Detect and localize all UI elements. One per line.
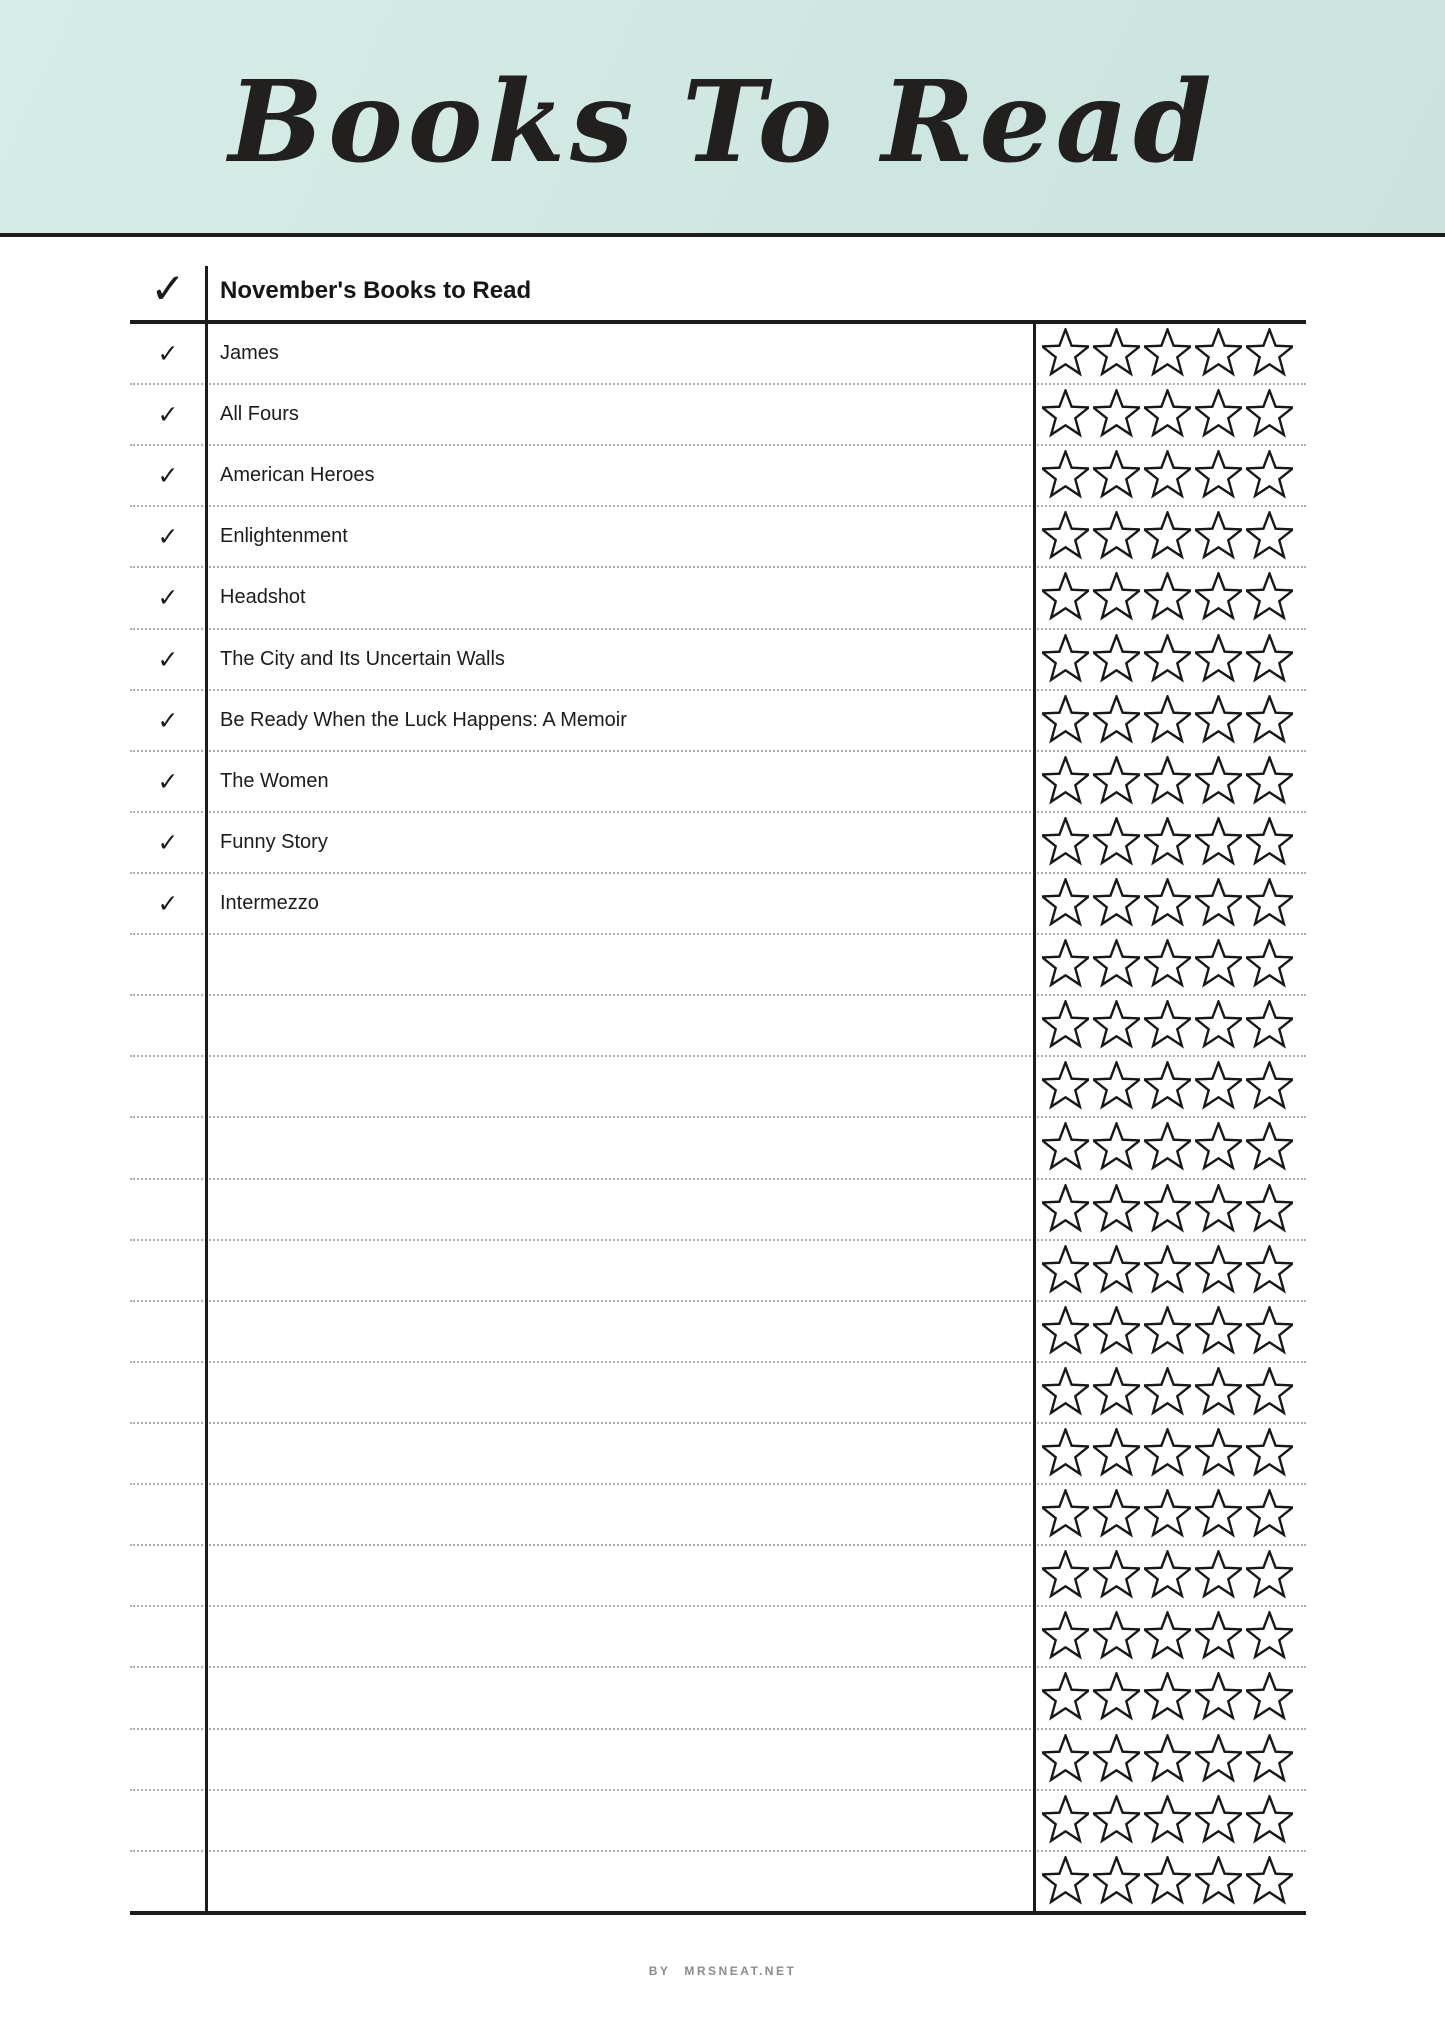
- star-outline-icon: [1042, 1367, 1089, 1418]
- rating-stars: [1033, 450, 1306, 501]
- star-outline-icon: [1195, 1611, 1242, 1662]
- star-outline-icon: [1144, 1122, 1191, 1173]
- footer-site: MRSNEAT.NET: [684, 1964, 797, 1978]
- star-outline-icon: [1246, 1367, 1293, 1418]
- row-checkmark-icon: ✓: [157, 583, 179, 613]
- row-checkmark-icon: ✓: [157, 522, 179, 552]
- rating-stars: [1033, 634, 1306, 685]
- star-outline-icon: [1246, 328, 1293, 379]
- star-outline-icon: [1195, 1489, 1242, 1540]
- star-outline-icon: [1195, 1428, 1242, 1479]
- star-outline-icon: [1042, 1795, 1089, 1846]
- star-outline-icon: [1093, 389, 1140, 440]
- book-title: Be Ready When the Luck Happens: A Memoir: [220, 708, 627, 731]
- star-outline-icon: [1093, 1061, 1140, 1112]
- list-row: [130, 1730, 1306, 1791]
- star-outline-icon: [1093, 1611, 1140, 1662]
- list-row: [130, 935, 1306, 996]
- list-row: [130, 752, 1306, 813]
- list-row: [130, 1180, 1306, 1241]
- list-row: [130, 446, 1306, 507]
- star-outline-icon: [1093, 1367, 1140, 1418]
- star-outline-icon: [1246, 1000, 1293, 1051]
- star-outline-icon: [1093, 878, 1140, 929]
- star-outline-icon: [1042, 1550, 1089, 1601]
- star-outline-icon: [1144, 817, 1191, 868]
- star-outline-icon: [1144, 1734, 1191, 1785]
- star-outline-icon: [1195, 1122, 1242, 1173]
- star-outline-icon: [1195, 450, 1242, 501]
- list-row: [130, 1546, 1306, 1607]
- star-outline-icon: [1093, 1428, 1140, 1479]
- list-row: [130, 813, 1306, 874]
- star-outline-icon: [1195, 328, 1242, 379]
- star-outline-icon: [1246, 695, 1293, 746]
- rating-stars: [1033, 1489, 1306, 1540]
- star-outline-icon: [1246, 1672, 1293, 1723]
- list-row: [130, 507, 1306, 568]
- book-title: Funny Story: [220, 830, 328, 853]
- list-row: [130, 1241, 1306, 1302]
- star-outline-icon: [1093, 450, 1140, 501]
- star-outline-icon: [1093, 572, 1140, 623]
- star-outline-icon: [1144, 328, 1191, 379]
- star-outline-icon: [1195, 572, 1242, 623]
- rating-stars: [1033, 1795, 1306, 1846]
- rating-stars: [1033, 389, 1306, 440]
- book-title: The Women: [220, 769, 329, 792]
- star-outline-icon: [1093, 1184, 1140, 1235]
- star-outline-icon: [1093, 1000, 1140, 1051]
- star-outline-icon: [1144, 1428, 1191, 1479]
- star-outline-icon: [1195, 695, 1242, 746]
- star-outline-icon: [1144, 1856, 1191, 1907]
- footer-prefix: BY: [648, 1964, 671, 1978]
- star-outline-icon: [1042, 450, 1089, 501]
- list-row: [130, 385, 1306, 446]
- star-outline-icon: [1144, 1672, 1191, 1723]
- star-outline-icon: [1195, 389, 1242, 440]
- star-outline-icon: [1246, 878, 1293, 929]
- book-title: The City and Its Uncertain Walls: [220, 647, 505, 670]
- star-outline-icon: [1093, 756, 1140, 807]
- star-outline-icon: [1144, 1795, 1191, 1846]
- star-outline-icon: [1042, 1061, 1089, 1112]
- rating-stars: [1033, 1061, 1306, 1112]
- star-outline-icon: [1093, 634, 1140, 685]
- star-outline-icon: [1246, 511, 1293, 562]
- star-outline-icon: [1144, 1489, 1191, 1540]
- star-outline-icon: [1144, 389, 1191, 440]
- star-outline-icon: [1144, 1184, 1191, 1235]
- star-outline-icon: [1093, 1672, 1140, 1723]
- star-outline-icon: [1195, 756, 1242, 807]
- star-outline-icon: [1246, 1550, 1293, 1601]
- star-outline-icon: [1042, 389, 1089, 440]
- book-title: All Fours: [220, 403, 299, 426]
- star-outline-icon: [1195, 1795, 1242, 1846]
- star-outline-icon: [1093, 511, 1140, 562]
- row-checkmark-icon: ✓: [157, 705, 179, 735]
- star-outline-icon: [1144, 450, 1191, 501]
- star-outline-icon: [1195, 1184, 1242, 1235]
- star-outline-icon: [1042, 1734, 1089, 1785]
- book-title: American Heroes: [220, 464, 375, 487]
- row-checkmark-icon: ✓: [157, 766, 179, 796]
- star-outline-icon: [1042, 1245, 1089, 1296]
- star-outline-icon: [1246, 1428, 1293, 1479]
- rating-stars: [1033, 511, 1306, 562]
- star-outline-icon: [1042, 634, 1089, 685]
- row-checkmark-icon: ✓: [157, 644, 179, 674]
- list-row: [130, 1852, 1306, 1911]
- list-row: [130, 568, 1306, 629]
- list-row: [130, 1791, 1306, 1852]
- star-outline-icon: [1144, 511, 1191, 562]
- page-banner: [0, 0, 1445, 237]
- table-header-row: [130, 262, 1306, 320]
- star-outline-icon: [1246, 1245, 1293, 1296]
- star-outline-icon: [1042, 1489, 1089, 1540]
- star-outline-icon: [1144, 878, 1191, 929]
- rating-stars: [1033, 878, 1306, 929]
- star-outline-icon: [1042, 572, 1089, 623]
- star-outline-icon: [1093, 1489, 1140, 1540]
- star-outline-icon: [1093, 328, 1140, 379]
- list-row: [130, 1485, 1306, 1546]
- list-row: [130, 1363, 1306, 1424]
- list-row: [130, 996, 1306, 1057]
- rating-stars: [1033, 1245, 1306, 1296]
- star-outline-icon: [1144, 756, 1191, 807]
- star-outline-icon: [1042, 1428, 1089, 1479]
- star-outline-icon: [1093, 1122, 1140, 1173]
- row-checkmark-icon: ✓: [157, 827, 179, 857]
- star-outline-icon: [1246, 939, 1293, 990]
- star-outline-icon: [1093, 1306, 1140, 1357]
- stars-column-divider: [1033, 320, 1036, 1911]
- rating-stars: [1033, 817, 1306, 868]
- star-outline-icon: [1195, 1306, 1242, 1357]
- star-outline-icon: [1042, 756, 1089, 807]
- list-row: [130, 1607, 1306, 1668]
- star-outline-icon: [1042, 1000, 1089, 1051]
- rating-stars: [1033, 695, 1306, 746]
- star-outline-icon: [1144, 634, 1191, 685]
- rating-stars: [1033, 1672, 1306, 1723]
- star-outline-icon: [1042, 1122, 1089, 1173]
- star-outline-icon: [1093, 1734, 1140, 1785]
- star-outline-icon: [1195, 1672, 1242, 1723]
- star-outline-icon: [1093, 1245, 1140, 1296]
- star-outline-icon: [1042, 1611, 1089, 1662]
- star-outline-icon: [1144, 939, 1191, 990]
- list-row: [130, 1668, 1306, 1729]
- star-outline-icon: [1042, 1672, 1089, 1723]
- list-row: [130, 630, 1306, 691]
- star-outline-icon: [1195, 1245, 1242, 1296]
- star-outline-icon: [1246, 1856, 1293, 1907]
- star-outline-icon: [1246, 1611, 1293, 1662]
- star-outline-icon: [1246, 1061, 1293, 1112]
- book-title: James: [220, 342, 279, 365]
- star-outline-icon: [1246, 572, 1293, 623]
- star-outline-icon: [1246, 1734, 1293, 1785]
- star-outline-icon: [1144, 1306, 1191, 1357]
- star-outline-icon: [1042, 1306, 1089, 1357]
- rating-stars: [1033, 1367, 1306, 1418]
- star-outline-icon: [1195, 1061, 1242, 1112]
- star-outline-icon: [1144, 1611, 1191, 1662]
- star-outline-icon: [1093, 939, 1140, 990]
- star-outline-icon: [1042, 328, 1089, 379]
- star-outline-icon: [1144, 1245, 1191, 1296]
- book-title: Headshot: [220, 586, 306, 609]
- star-outline-icon: [1042, 695, 1089, 746]
- star-outline-icon: [1246, 817, 1293, 868]
- star-outline-icon: [1195, 1367, 1242, 1418]
- list-row: [130, 1424, 1306, 1485]
- list-row: [130, 1118, 1306, 1179]
- rating-stars: [1033, 756, 1306, 807]
- book-title: Enlightenment: [220, 525, 348, 548]
- star-outline-icon: [1042, 817, 1089, 868]
- list-row: [130, 1057, 1306, 1118]
- star-outline-icon: [1144, 1367, 1191, 1418]
- row-checkmark-icon: ✓: [157, 889, 179, 919]
- star-outline-icon: [1093, 817, 1140, 868]
- books-table: [130, 262, 1306, 1915]
- star-outline-icon: [1042, 1184, 1089, 1235]
- star-outline-icon: [1042, 878, 1089, 929]
- row-checkmark-icon: ✓: [157, 339, 179, 369]
- rating-stars: [1033, 1000, 1306, 1051]
- rating-stars: [1033, 1734, 1306, 1785]
- star-outline-icon: [1093, 1550, 1140, 1601]
- star-outline-icon: [1195, 1550, 1242, 1601]
- star-outline-icon: [1246, 389, 1293, 440]
- star-outline-icon: [1246, 1306, 1293, 1357]
- star-outline-icon: [1195, 878, 1242, 929]
- rating-stars: [1033, 1122, 1306, 1173]
- star-outline-icon: [1144, 1000, 1191, 1051]
- star-outline-icon: [1093, 1795, 1140, 1846]
- rating-stars: [1033, 939, 1306, 990]
- row-checkmark-icon: ✓: [157, 400, 179, 430]
- star-outline-icon: [1144, 572, 1191, 623]
- footer-credit: [0, 1964, 1445, 1978]
- star-outline-icon: [1093, 1856, 1140, 1907]
- list-row: [130, 324, 1306, 385]
- rating-stars: [1033, 572, 1306, 623]
- star-outline-icon: [1195, 1734, 1242, 1785]
- rating-stars: [1033, 1306, 1306, 1357]
- row-checkmark-icon: ✓: [157, 461, 179, 491]
- header-checkmark-icon: ✓: [150, 264, 186, 313]
- star-outline-icon: [1195, 1000, 1242, 1051]
- page-title: Books To Read: [228, 57, 1217, 188]
- star-outline-icon: [1246, 1489, 1293, 1540]
- star-outline-icon: [1093, 695, 1140, 746]
- rating-stars: [1033, 1184, 1306, 1235]
- star-outline-icon: [1195, 511, 1242, 562]
- rating-stars: [1033, 1856, 1306, 1907]
- table-bottom-border: [130, 1911, 1306, 1915]
- star-outline-icon: [1144, 1061, 1191, 1112]
- rating-stars: [1033, 1550, 1306, 1601]
- list-title: November's Books to Read: [220, 277, 532, 304]
- star-outline-icon: [1246, 1122, 1293, 1173]
- star-outline-icon: [1246, 1795, 1293, 1846]
- star-outline-icon: [1042, 511, 1089, 562]
- star-outline-icon: [1195, 939, 1242, 990]
- book-title: Intermezzo: [220, 892, 319, 915]
- rating-stars: [1033, 1611, 1306, 1662]
- star-outline-icon: [1042, 1856, 1089, 1907]
- star-outline-icon: [1246, 634, 1293, 685]
- star-outline-icon: [1195, 1856, 1242, 1907]
- star-outline-icon: [1144, 695, 1191, 746]
- list-row: [130, 1302, 1306, 1363]
- star-outline-icon: [1246, 1184, 1293, 1235]
- star-outline-icon: [1195, 817, 1242, 868]
- star-outline-icon: [1246, 450, 1293, 501]
- list-row: [130, 874, 1306, 935]
- star-outline-icon: [1144, 1550, 1191, 1601]
- star-outline-icon: [1195, 634, 1242, 685]
- check-column-divider: [205, 266, 208, 1911]
- rating-stars: [1033, 328, 1306, 379]
- rows-container: [130, 324, 1306, 1911]
- list-row: [130, 691, 1306, 752]
- rating-stars: [1033, 1428, 1306, 1479]
- star-outline-icon: [1042, 939, 1089, 990]
- star-outline-icon: [1246, 756, 1293, 807]
